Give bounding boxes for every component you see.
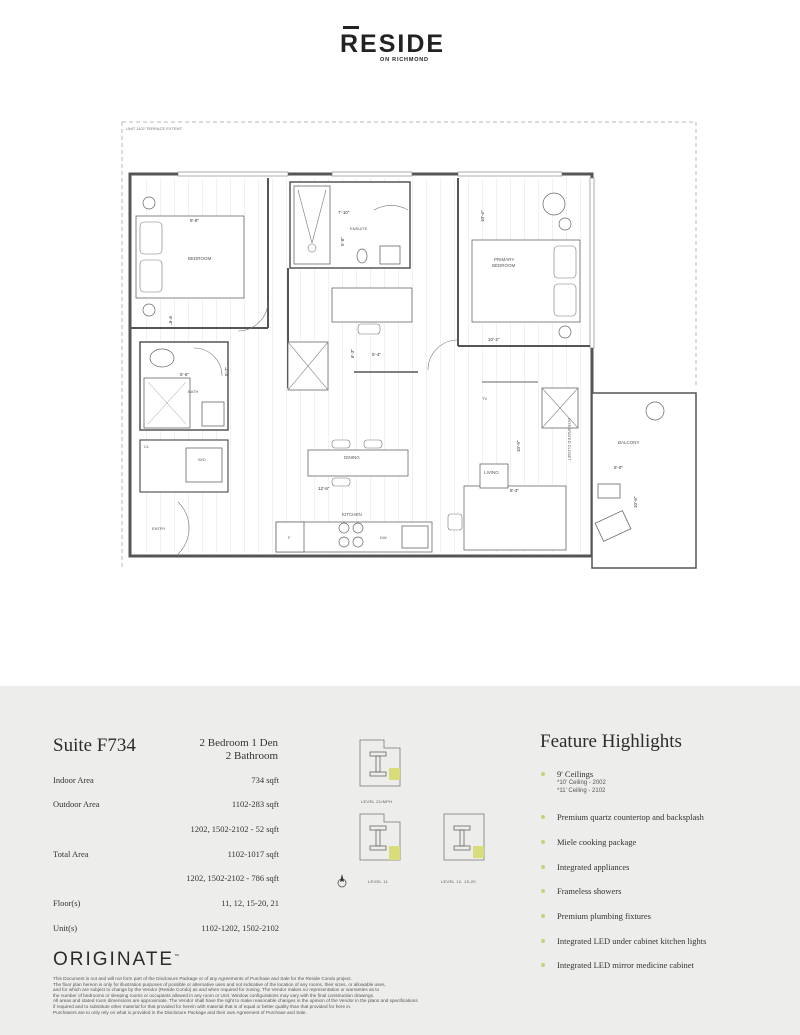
north-arrow-icon bbox=[337, 874, 347, 888]
feature-sub-2002: *10' Ceiling - 2002 bbox=[557, 780, 606, 786]
spec-label-units: Unit(s) bbox=[53, 923, 78, 933]
originate-brand: ORIGINATE bbox=[53, 949, 175, 970]
dishwasher-label: DW bbox=[380, 535, 387, 540]
living-width: 8'-3" bbox=[510, 488, 519, 493]
originate-logo bbox=[53, 949, 179, 971]
feature-item-appliances: Integrated appliances bbox=[557, 862, 630, 872]
ensuite-height: 5'-8" bbox=[340, 237, 345, 246]
feature-bullet-icon bbox=[541, 815, 545, 819]
fridge-label: F bbox=[288, 535, 291, 540]
entry-label: ENTRY bbox=[152, 526, 166, 531]
feature-bullet-icon bbox=[541, 963, 545, 967]
feature-sub-2102: *11' Ceiling - 2102 bbox=[557, 788, 606, 794]
suite-rooms bbox=[150, 737, 278, 763]
keyplan-3-highlight bbox=[473, 846, 484, 858]
spec-value-total-2: 1202, 1502-2102 - 786 sqft bbox=[186, 873, 279, 883]
washer-dryer-label: W/D bbox=[198, 457, 206, 462]
floor-plan bbox=[118, 118, 703, 578]
suite-beds: 2 Bedroom 1 Den bbox=[199, 737, 278, 749]
keyplan-3-label: LEVEL 12, 15-20 bbox=[441, 879, 476, 884]
keyplan-1-label: LEVEL 21/MPH bbox=[361, 799, 393, 804]
dining-label: DINING bbox=[344, 455, 360, 460]
disclaimer-line: This Document is not and will not form part of the Disclosure Package or of any Agreements of Purchase and Sale for the Reside Condo project. bbox=[53, 976, 352, 981]
logo-text: RESIDE bbox=[340, 30, 446, 58]
bedroom-height: 9'-8" bbox=[168, 316, 173, 325]
disclaimer-line: if required and to substitute other material for that provided for herein with material that is of equal or better quality than that provided for here in. bbox=[53, 1003, 352, 1009]
originate-tm: ™ bbox=[174, 953, 180, 960]
ensuite-label: ENSUITE bbox=[350, 226, 368, 231]
disclaimer bbox=[53, 976, 553, 1015]
keyplan-1-highlight bbox=[389, 768, 400, 780]
feature-item-quartz: Premium quartz countertop and backsplash bbox=[557, 812, 704, 822]
bath-label: BATH bbox=[188, 389, 199, 394]
feature-bullet-icon bbox=[541, 840, 545, 844]
feature-bullet-icon bbox=[541, 914, 545, 918]
features-title: Feature Highlights bbox=[540, 731, 682, 752]
spec-label-floors: Floor(s) bbox=[53, 898, 81, 908]
disclaimer-line: All areas and stated room dimensions are approximate. The Vendor shall have the right to make reasonable changes in the opinion of the Vendor in the plans and specifications bbox=[53, 998, 418, 1004]
spec-label-indoor: Indoor Area bbox=[53, 775, 94, 785]
bath-width: 5'-6" bbox=[180, 372, 189, 377]
keyplan-2 bbox=[356, 812, 404, 864]
den-counter bbox=[332, 288, 412, 322]
suite-baths: 2 Bathroom bbox=[225, 750, 278, 762]
spec-value-units: 1102-1202, 1502-2102 bbox=[201, 923, 279, 933]
ensuite-width: 7'-10" bbox=[338, 210, 350, 215]
living-height: 10'-9" bbox=[516, 440, 521, 452]
disclaimer-line: Purchasers are to only rely on what is provided in the Disclosure Package and their own Agreement of Purchase and Sale. bbox=[53, 1009, 307, 1015]
closet-label: CL bbox=[144, 444, 150, 449]
tv-label: TV bbox=[482, 396, 488, 401]
balcony-width: 5'-0" bbox=[614, 465, 623, 470]
feature-item-miele: Miele cooking package bbox=[557, 837, 637, 847]
kitchen-label: KITCHEN bbox=[342, 512, 362, 517]
primary-width: 10'-2" bbox=[488, 337, 500, 342]
bath-height: 5'-7" bbox=[224, 367, 229, 376]
balcony-height: 10'-6" bbox=[633, 496, 638, 508]
ensuite-shower bbox=[294, 186, 330, 264]
feature-bullet-icon bbox=[541, 865, 545, 869]
den-width: 5'-4" bbox=[372, 352, 381, 357]
disclaimer-line: the number of bedrooms or sleeping rooms or occupants allowed in any room or Unit. Window configurations may vary with the final construction drawings. bbox=[53, 992, 375, 998]
bedroom-label: BEDROOM bbox=[188, 256, 212, 261]
dining-table bbox=[308, 450, 408, 476]
spec-value-indoor: 734 sqft bbox=[251, 775, 279, 785]
sofa bbox=[464, 486, 566, 550]
living-label: LIVING bbox=[484, 470, 499, 475]
disclaimer-line: and for which are subject to change by the Vendor (Reside Condo) as and when required for zoning. The Vendor makes no representation or warranties as to bbox=[53, 987, 380, 993]
den-height: 6'-3" bbox=[350, 349, 355, 358]
washer-dryer bbox=[186, 448, 222, 482]
keyplan-2-label: LEVEL 11 bbox=[368, 879, 388, 884]
keyplan-3 bbox=[440, 812, 488, 864]
keyplan-2-highlight bbox=[389, 846, 400, 860]
feature-item-showers: Frameless showers bbox=[557, 886, 622, 896]
spec-value-total-1: 1102-1017 sqft bbox=[227, 849, 279, 859]
feature-bullet-icon bbox=[541, 772, 545, 776]
primary-bedroom-label-1: PRIMARY bbox=[494, 257, 515, 262]
primary-bedroom-label-2: BEDROOM bbox=[492, 263, 516, 268]
integrated-closet-label: INTEGRATED CLOSET bbox=[567, 418, 572, 461]
balcony-label: BALCONY bbox=[618, 440, 640, 445]
spec-value-outdoor-2: 1202, 1502-2102 - 52 sqft bbox=[190, 824, 279, 834]
feature-bullet-icon bbox=[541, 939, 545, 943]
suite-title: Suite F734 bbox=[53, 735, 136, 756]
spec-label-total: Total Area bbox=[53, 849, 89, 859]
balcony-chair bbox=[598, 484, 620, 498]
feature-item-led-mirror: Integrated LED mirror medicine cabinet bbox=[557, 960, 694, 970]
spec-value-floors: 11, 12, 15-20, 21 bbox=[221, 898, 279, 908]
terrace-extent-label: UNIT 1102 TERRACE EXTENT bbox=[126, 126, 183, 131]
feature-item-ceilings: 9' Ceilings bbox=[557, 769, 594, 779]
disclaimer-line: The floor plan hereon is only for illustration purposes of possible or alternative uses and not indicative of the location of any rooms, their sizes, or allowable uses, bbox=[53, 981, 386, 987]
spec-value-outdoor-1: 1102-283 sqft bbox=[231, 799, 279, 809]
feature-item-plumbing: Premium plumbing fixtures bbox=[557, 911, 651, 921]
spec-label-outdoor: Outdoor Area bbox=[53, 799, 100, 809]
bedroom-width: 9'-8" bbox=[190, 218, 199, 223]
primary-height: 10'-4" bbox=[480, 210, 485, 222]
logo-subtitle: ON RICHMOND bbox=[380, 57, 429, 63]
feature-bullet-icon bbox=[541, 889, 545, 893]
balcony bbox=[592, 393, 696, 568]
keyplan-1 bbox=[356, 738, 404, 790]
feature-item-led-kitchen: Integrated LED under cabinet kitchen lights bbox=[557, 936, 707, 946]
logo-bar bbox=[343, 26, 359, 29]
dining-width: 12'-6" bbox=[318, 486, 330, 491]
